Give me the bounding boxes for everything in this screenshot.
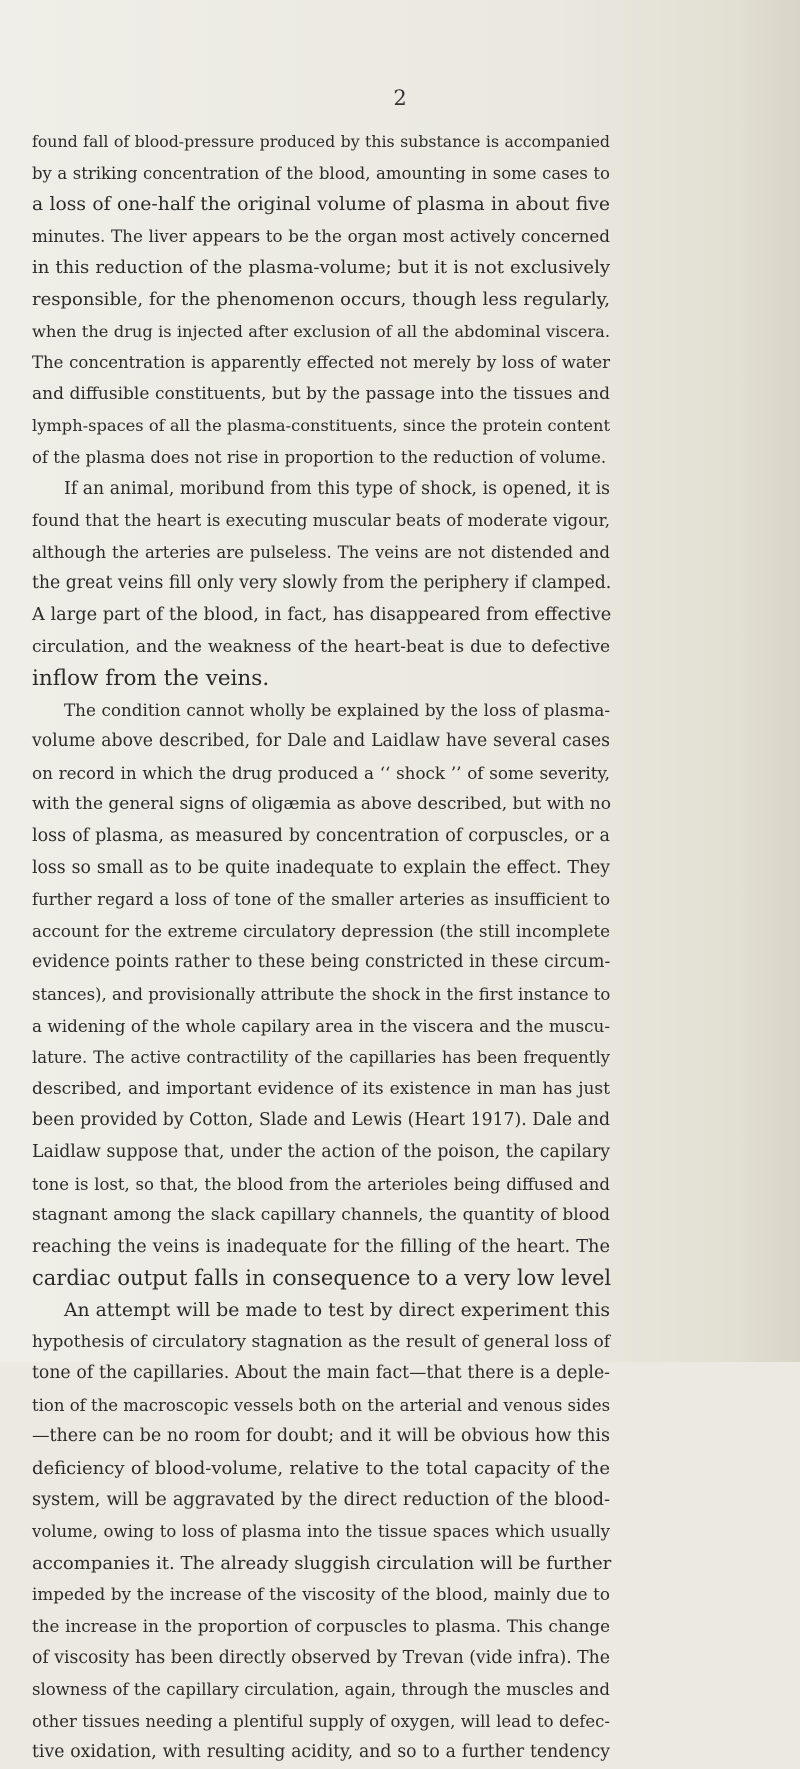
text-line: of viscosity has been directly observed by Trevan (vide infra). The	[32, 1647, 610, 1668]
text-line: of the plasma does not rise in proportion to the reduction of volume.	[32, 447, 607, 467]
text-line: The condition cannot wholly be explained by the loss of plasma-	[64, 699, 610, 720]
text-line: volume above described, for Dale and Laidlaw have several cases	[32, 731, 610, 752]
body-text	[32, 126, 610, 1769]
text-line: tive oxidation, with resulting acidity, and so to a further tendency	[32, 1742, 610, 1763]
text-line: lymph-spaces of all the plasma-constituents, since the protein content	[32, 416, 610, 436]
text-line: loss so small as to be quite inadequate to explain the effect. They	[32, 857, 610, 878]
text-line: impeded by the increase of the viscosity of the blood, mainly due to	[32, 1584, 610, 1605]
text-line: The concentration is apparently effected not merely by loss of water	[32, 353, 610, 373]
text-line: accompanies it. The already sluggish circulation will be further	[32, 1552, 612, 1574]
text-line: tion of the macroscopic vessels both on the arterial and venous sides	[32, 1395, 611, 1415]
text-line: inflow from the veins.	[32, 666, 270, 692]
text-line: responsible, for the phenomenon occurs, though less regularly,	[32, 288, 610, 310]
text-line: found that the heart is executing muscular beats of moderate vigour,	[32, 511, 610, 531]
text-line: cardiac output falls in consequence to a very low level	[32, 1266, 612, 1291]
text-line: stances), and provisionally attribute the shock in the first instance to	[32, 985, 611, 1005]
text-line: account for the extreme circulatory depression (the still incomplete	[32, 920, 610, 941]
text-line: a widening of the whole capilary area in the viscera and the muscu-	[32, 1015, 610, 1036]
text-line: volume, owing to loss of plasma into the tissue spaces which usually	[32, 1522, 610, 1542]
text-line: by a striking concentration of the blood, amounting in some cases to	[32, 163, 610, 183]
text-line: Laidlaw suppose that, under the action of the poison, the capilary	[32, 1142, 610, 1162]
text-line: although the arteries are pulseless. The veins are not distended and	[32, 542, 610, 562]
text-line: with the general signs of oligæmia as above described, but with no	[32, 794, 611, 815]
text-line: slowness of the capillary circulation, again, through the muscles and	[32, 1680, 610, 1700]
text-line: minutes. The liver appears to be the organ most actively concerned	[32, 225, 610, 246]
text-line: and diffusible constituents, but by the passage into the tissues and	[32, 383, 610, 404]
text-line: further regard a loss of tone of the smaller arteries as insufficient to	[32, 890, 610, 910]
text-line: in this reduction of the plasma-volume; but it is not exclusively	[32, 257, 610, 279]
text-line: when the drug is injected after exclusion of all the abdominal viscera.	[32, 321, 610, 341]
text-line: loss of plasma, as measured by concentration of corpuscles, or a	[32, 826, 610, 847]
text-line: other tissues needing a plentiful supply of oxygen, will lead to defec-	[32, 1711, 610, 1731]
text-line: found fall of blood-pressure produced by this substance is accompanied	[32, 132, 610, 151]
text-line: tone is lost, so that, the blood from the arterioles being diffused and	[32, 1174, 610, 1194]
page-number: 2	[393, 86, 407, 110]
text-line: on record in which the drug produced a ‘‘ shock ’’ of some severity,	[32, 762, 610, 783]
text-line: the great veins fill only very slowly from the periphery if clamped.	[32, 573, 612, 594]
text-line: hypothesis of circulatory stagnation as the result of general loss of	[32, 1331, 610, 1352]
text-line: described, and important evidence of its existence in man has just	[32, 1078, 610, 1099]
text-line: deficiency of blood-volume, relative to the total capacity of the	[32, 1457, 610, 1479]
text-line: tone of the capillaries. About the main fact—that there is a deple-	[32, 1363, 610, 1384]
text-line: system, will be aggravated by the direct reduction of the blood-	[32, 1489, 610, 1510]
text-line: reaching the veins is inadequate for the filling of the heart. The	[32, 1236, 610, 1257]
text-line: been provided by Cotton, Slade and Lewis (Heart 1917). Dale and	[32, 1110, 610, 1131]
text-line: —there can be no room for doubt; and it will be obvious how this	[32, 1426, 610, 1447]
text-line: If an animal, moribund from this type of shock, is opened, it is	[64, 478, 610, 499]
text-line: stagnant among the slack capillary channels, the quantity of blood	[32, 1205, 610, 1226]
text-line: lature. The active contractility of the capillaries has been frequently	[32, 1048, 610, 1068]
text-line: evidence points rather to these being constricted in these circum-	[32, 952, 611, 973]
text-line: circulation, and the weakness of the heart-beat is due to defective	[32, 636, 610, 657]
text-line: A large part of the blood, in fact, has disappeared from effective	[32, 604, 612, 625]
text-line: An attempt will be made to test by direct experiment this	[64, 1299, 610, 1321]
text-line: the increase in the proportion of corpuscles to plasma. This change	[32, 1615, 610, 1636]
text-line: a loss of one-half the original volume of plasma in about five	[32, 194, 610, 216]
